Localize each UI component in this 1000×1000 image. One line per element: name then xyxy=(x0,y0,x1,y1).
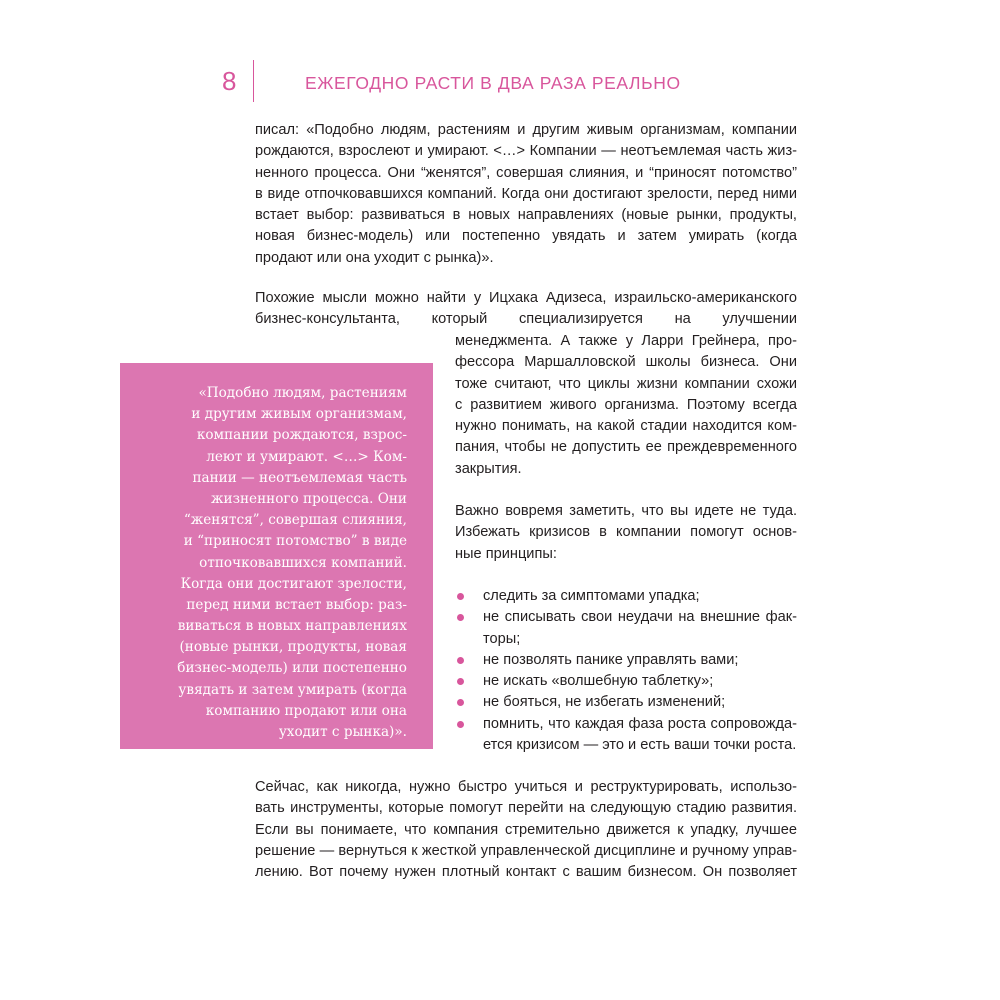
bullet-list xyxy=(455,586,797,756)
text-line: закрытия. xyxy=(455,460,522,477)
page-number: 8 xyxy=(222,66,237,96)
text-line: решение — вернуться к жесткой управленческой дисциплине и ручному управ- xyxy=(255,842,797,859)
text-line: не позволять панике управлять вами; xyxy=(483,651,739,668)
quote-line: жизненного процесса. Они xyxy=(211,490,407,507)
paragraph-2 xyxy=(255,288,797,331)
text-line: новая бизнес-модель) или постепенно увядать и затем умирать (когда xyxy=(255,228,797,245)
list-item xyxy=(455,692,797,713)
text-line: Важно вовремя заметить, что вы идете не туда. xyxy=(455,503,797,519)
text-line: ненного процесса. Они “женятся”, совершая слияния, и “приносят потомство” xyxy=(255,164,797,181)
quote-line: и другим живым организмам, xyxy=(191,406,407,423)
bullet-icon xyxy=(457,614,464,621)
text-line: не бояться, не избегать изменений; xyxy=(483,694,726,711)
quote-line: пании — неотъемлемая часть xyxy=(192,469,407,486)
list-item xyxy=(455,671,797,692)
text-line: с развитием живого организма. Поэтому всегда xyxy=(455,396,797,413)
text-line: продают или она уходит с рынка)». xyxy=(255,249,494,266)
quote-line: компанию продают или она xyxy=(205,702,407,719)
text-line: не искать «волшебную таблетку»; xyxy=(483,673,714,690)
bullet-icon xyxy=(457,699,464,706)
bullet-icon xyxy=(457,678,464,685)
quote-line: уходит с рынка)». xyxy=(278,724,407,740)
text-line: Избежать кризисов в компании помогут основ- xyxy=(455,524,797,541)
text-line: ные принципы: xyxy=(455,545,557,562)
text-line: менеджмента. А также у Ларри Грейнера, про- xyxy=(455,333,797,349)
quote-line: увядать и затем умирать (когда xyxy=(178,681,407,698)
text-line: тоже считают, что циклы жизни компании схожи xyxy=(455,375,797,392)
text-line: в виде отпочковавшихся компаний. Когда они достигают зрелости, перед ними xyxy=(255,185,797,202)
text-line: нужно понимать, на какой стадии находится ком- xyxy=(455,418,797,435)
quote-line: и “приносят потомство” в виде xyxy=(183,533,407,550)
text-line: вать инструменты, которые помогут перейти на следующую стадию развития. xyxy=(255,800,797,817)
text-line: Похожие мысли можно найти у Ицхака Адизеса, израильско-американского xyxy=(255,290,797,306)
text-line: встает выбор: развиваться в новых направлениях (новые рынки, продукты, xyxy=(255,207,797,224)
text-line: ется кризисом — это и есть ваши точки роста. xyxy=(483,737,797,754)
list-item xyxy=(455,607,797,650)
text-line: писал: «Подобно людям, растениям и другим живым организмам, компании xyxy=(255,122,797,138)
text-line: пания, чтобы не допустить ее преждевременного xyxy=(455,439,797,456)
bullet-icon xyxy=(457,657,464,664)
quote-line: Когда они достигают зрелости, xyxy=(180,575,407,592)
list-item xyxy=(455,714,797,757)
text-line: бизнес-консультанта, который специализируется на улучшении xyxy=(255,311,797,328)
quote-line: «Подобно людям, растениям xyxy=(198,385,407,401)
quote-line: леют и умирают. <…> Ком- xyxy=(206,448,407,465)
text-line: фессора Маршалловской школы бизнеса. Они xyxy=(455,354,797,371)
paragraph-3 xyxy=(455,501,797,565)
text-line: Если вы понимаете, что компания стремительно движется к упадку, лучшее xyxy=(255,821,797,838)
quote-line: компании рождаются, взрос- xyxy=(196,427,407,444)
running-title: ЕЖЕГОДНО РАСТИ В ДВА РАЗА РЕАЛЬНО xyxy=(305,73,681,93)
bullet-icon xyxy=(457,721,464,728)
text-line: торы; xyxy=(483,630,521,647)
list-item xyxy=(455,586,797,607)
quote-line: (новые рынки, продукты, новая xyxy=(179,639,407,656)
pull-quote-box xyxy=(120,363,433,749)
header-divider xyxy=(253,60,254,102)
paragraph-4 xyxy=(255,777,797,883)
bullet-icon xyxy=(457,593,464,600)
text-line: лению. Вот почему нужен плотный контакт с вашим бизнесом. Он позволяет xyxy=(255,864,797,881)
quote-line: “женятся”, совершая слияния, xyxy=(183,512,407,529)
quote-line: перед ними встает выбор: раз- xyxy=(186,596,407,613)
paragraph-1 xyxy=(255,120,797,269)
quote-line: виваться в новых направлениях xyxy=(177,618,407,635)
quote-line: отпочковавшихся компаний. xyxy=(199,554,407,571)
list-item xyxy=(455,650,797,671)
text-line: Сейчас, как никогда, нужно быстро учиться и реструктурировать, использо- xyxy=(255,779,797,795)
text-line: следить за симптомами упадка; xyxy=(483,588,700,604)
quote-line: бизнес-модель) или постепенно xyxy=(177,660,407,677)
pull-quote xyxy=(137,383,407,743)
text-line: не списывать свои неудачи на внешние фак- xyxy=(483,609,797,626)
text-line: рождаются, взрослеют и умирают. <…> Компании — неотъемлемая часть жиз- xyxy=(255,143,797,160)
text-line: помнить, что каждая фаза роста сопровожда- xyxy=(483,715,797,732)
paragraph-2-wrapped xyxy=(455,331,797,480)
